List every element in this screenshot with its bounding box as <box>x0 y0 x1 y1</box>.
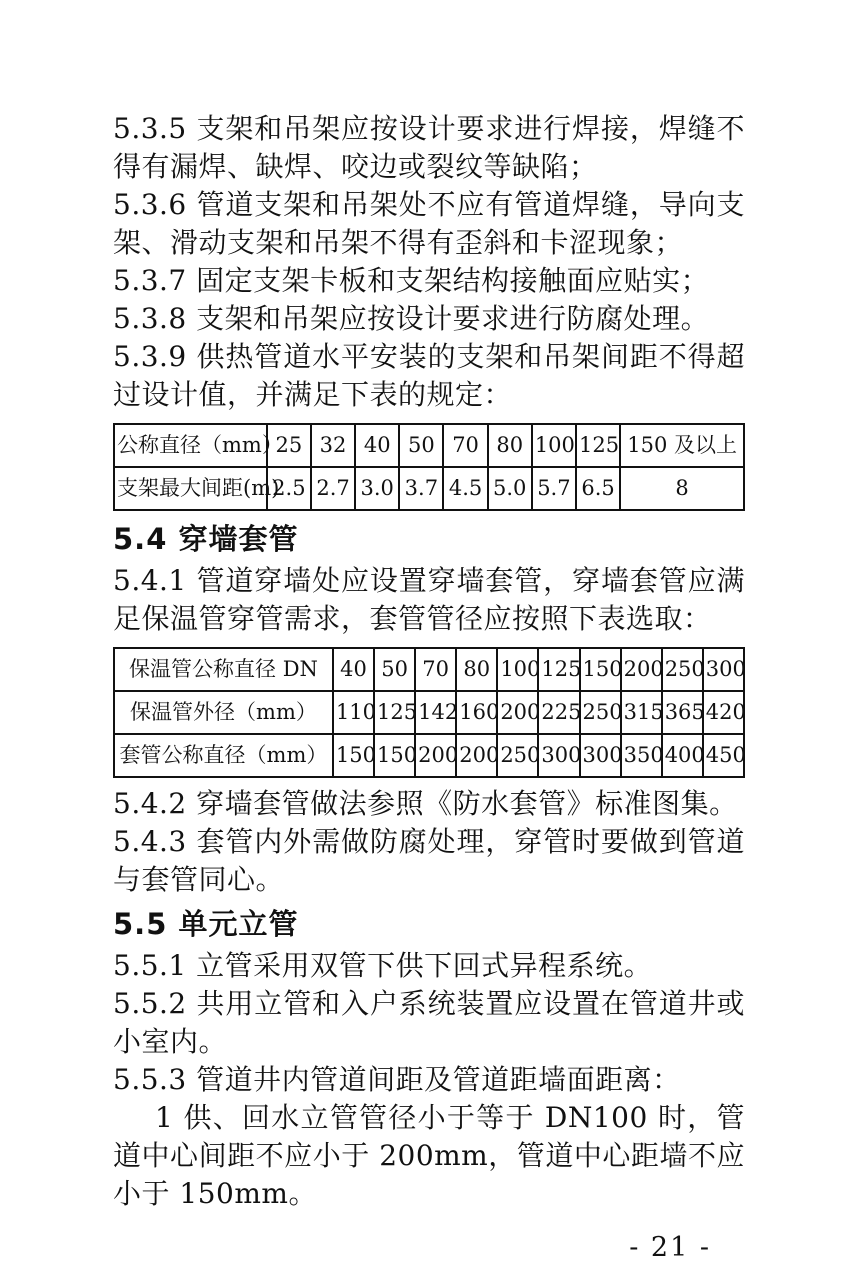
page-number: - 21 - <box>629 1232 711 1263</box>
value-cell: 250 <box>580 691 621 734</box>
value-cell: 142 <box>415 691 456 734</box>
value-cell: 25 <box>267 424 311 467</box>
value-cell: 8 <box>620 467 744 510</box>
value-cell: 150 <box>374 734 415 777</box>
row-label-cell: 保温管公称直径 DN <box>114 648 333 691</box>
value-cell: 365 <box>662 691 703 734</box>
value-cell: 200 <box>415 734 456 777</box>
value-cell: 40 <box>333 648 374 691</box>
section-5-5-3-item-1: 1 供、回水立管管径小于等于 DN100 时，管道中心间距不应小于 200mm，管道中心距墙不应小于 150mm。 <box>113 1101 745 1210</box>
value-cell: 50 <box>399 424 443 467</box>
value-cell: 200 <box>497 691 538 734</box>
value-cell: 150 <box>333 734 374 777</box>
heading-5-5: 5.5 单元立管 <box>113 907 299 941</box>
section-5-4-1: 5.4.1 管道穿墙处应设置穿墙套管，穿墙套管应满足保温管穿管需求，套管管径应按照下表选取： <box>113 564 745 635</box>
value-cell: 80 <box>456 648 497 691</box>
value-cell: 250 <box>662 648 703 691</box>
value-cell: 150 <box>580 648 621 691</box>
section-5-3-7: 5.3.7 固定支架卡板和支架结构接触面应贴实； <box>113 264 710 297</box>
value-cell: 150 及以上 <box>620 424 744 467</box>
value-cell: 5.0 <box>488 467 532 510</box>
value-cell: 350 <box>621 734 662 777</box>
row-label-cell: 支架最大间距(m) <box>114 467 267 510</box>
value-cell: 100 <box>497 648 538 691</box>
section-5-3-5: 5.3.5 支架和吊架应按设计要求进行焊接，焊缝不得有漏焊、缺焊、咬边或裂纹等缺陷； <box>113 112 745 183</box>
value-cell: 250 <box>497 734 538 777</box>
value-cell: 225 <box>538 691 579 734</box>
value-cell: 200 <box>621 648 662 691</box>
value-cell: 4.5 <box>443 467 487 510</box>
value-cell: 450 <box>703 734 744 777</box>
section-5-3-8: 5.3.8 支架和吊架应按设计要求进行防腐处理。 <box>113 302 710 335</box>
value-cell: 70 <box>443 424 487 467</box>
table-row <box>114 424 744 467</box>
value-cell: 3.7 <box>399 467 443 510</box>
wall-sleeve-diameter-table <box>113 647 745 778</box>
value-cell: 100 <box>532 424 576 467</box>
heading-5-4: 5.4 穿墙套管 <box>113 522 299 556</box>
value-cell: 5.7 <box>532 467 576 510</box>
value-cell: 200 <box>456 734 497 777</box>
section-5-3-9: 5.3.9 供热管道水平安装的支架和吊架间距不得超过设计值，并满足下表的规定： <box>113 340 745 411</box>
section-5-5-1: 5.5.1 立管采用双管下供下回式异程系统。 <box>113 949 653 982</box>
value-cell: 125 <box>538 648 579 691</box>
value-cell: 315 <box>621 691 662 734</box>
section-5-5-2: 5.5.2 共用立管和入户系统装置应设置在管道井或小室内。 <box>113 987 745 1058</box>
value-cell: 32 <box>311 424 355 467</box>
value-cell: 3.0 <box>355 467 399 510</box>
support-max-spacing-table <box>113 423 745 511</box>
value-cell: 300 <box>580 734 621 777</box>
row-label-cell: 保温管外径（mm） <box>114 691 333 734</box>
table-row <box>114 691 744 734</box>
value-cell: 420 <box>703 691 744 734</box>
section-5-4-2: 5.4.2 穿墙套管做法参照《防水套管》标准图集。 <box>113 787 738 820</box>
value-cell: 50 <box>374 648 415 691</box>
value-cell: 70 <box>415 648 456 691</box>
value-cell: 2.5 <box>267 467 311 510</box>
value-cell: 300 <box>538 734 579 777</box>
value-cell: 300 <box>703 648 744 691</box>
value-cell: 40 <box>355 424 399 467</box>
value-cell: 110 <box>333 691 374 734</box>
row-label-cell: 公称直径（mm） <box>114 424 267 467</box>
section-5-3-6: 5.3.6 管道支架和吊架处不应有管道焊缝，导向支架、滑动支架和吊架不得有歪斜和卡涩现象； <box>113 188 745 259</box>
value-cell: 125 <box>576 424 620 467</box>
value-cell: 160 <box>456 691 497 734</box>
value-cell: 6.5 <box>576 467 620 510</box>
value-cell: 80 <box>488 424 532 467</box>
value-cell: 400 <box>662 734 703 777</box>
row-label-cell: 套管公称直径（mm） <box>114 734 333 777</box>
section-5-4-3: 5.4.3 套管内外需做防腐处理，穿管时要做到管道与套管同心。 <box>113 825 745 896</box>
value-cell: 2.7 <box>311 467 355 510</box>
table-row <box>114 467 744 510</box>
value-cell: 125 <box>374 691 415 734</box>
table-row <box>114 648 744 691</box>
table-row <box>114 734 744 777</box>
section-5-5-3: 5.5.3 管道井内管道间距及管道距墙面距离： <box>113 1063 681 1096</box>
